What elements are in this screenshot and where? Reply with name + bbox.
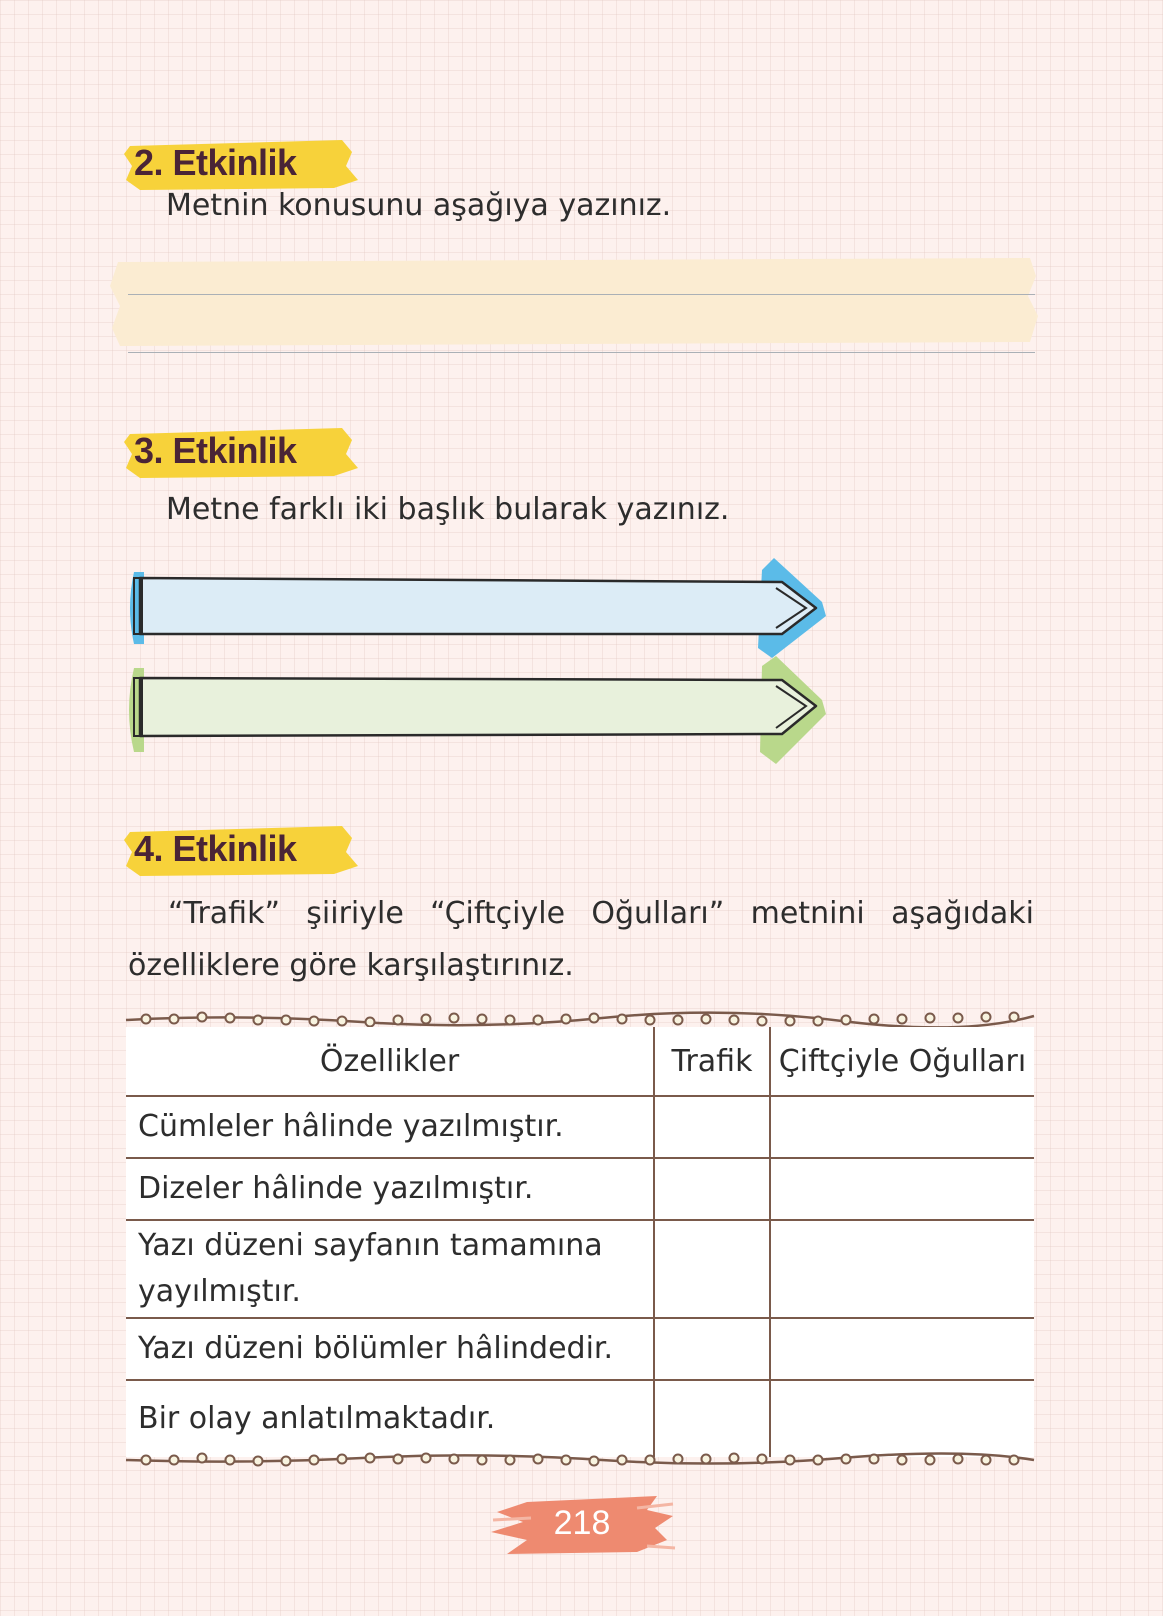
answer-cell-ciftciyle[interactable] — [770, 1380, 1034, 1457]
answer-cell-trafik[interactable] — [654, 1380, 770, 1457]
answer-cell-ciftciyle[interactable] — [770, 1096, 1034, 1158]
activity-4-instruction: “Trafik” şiiriyle “Çiftçiyle Oğulları” metnini aşağıdaki özelliklere göre karşılaştırınız. — [128, 896, 1034, 983]
answer-cell-ciftciyle[interactable] — [770, 1158, 1034, 1220]
table-row — [126, 1096, 1034, 1158]
activity-3-heading — [120, 420, 360, 486]
feature-cell: Bir olay anlatılmaktadır. — [138, 1401, 496, 1436]
table-row — [126, 1158, 1034, 1220]
comparison-table — [126, 1027, 1034, 1457]
answer-cell-trafik[interactable] — [654, 1318, 770, 1380]
activity-4-title: 4. Etkinlik — [134, 828, 297, 869]
table-header-row — [126, 1027, 1034, 1096]
title-arrow-green[interactable] — [122, 656, 842, 766]
header-trafik: Trafik — [654, 1027, 770, 1096]
activity-2-instruction: Metnin konusunu aşağıya yazınız. — [166, 188, 672, 223]
feature-cell: Dizeler hâlinde yazılmıştır. — [126, 1158, 654, 1220]
header-features: Özellikler — [126, 1027, 654, 1096]
title-arrow-blue[interactable] — [122, 558, 842, 658]
answer-line[interactable] — [128, 294, 1035, 295]
feature-cell: Yazı düzeni bölümler hâlindedir. — [126, 1318, 654, 1380]
feature-cell: Yazı düzeni sayfanın tamamına yayılmıştır. — [126, 1220, 654, 1318]
answer-band — [110, 256, 1040, 348]
answer-cell-trafik[interactable] — [654, 1220, 770, 1318]
activity-3-title: 3. Etkinlik — [134, 430, 297, 471]
answer-cell-trafik[interactable] — [654, 1158, 770, 1220]
table-row — [126, 1220, 1034, 1318]
bead-chain-bottom — [122, 1448, 1037, 1472]
activity-3-instruction: Metne farklı iki başlık bularak yazınız. — [166, 492, 730, 527]
answer-line[interactable] — [128, 352, 1035, 353]
page-number-badge — [487, 1490, 677, 1560]
answer-cell-trafik[interactable] — [654, 1096, 770, 1158]
answer-cell-ciftciyle[interactable] — [770, 1318, 1034, 1380]
activity-4-heading — [120, 818, 360, 884]
header-ciftciyle-ogullari: Çiftçiyle Oğulları — [770, 1027, 1034, 1096]
feature-cell: Cümleler hâlinde yazılmıştır. — [126, 1096, 654, 1158]
table-row — [126, 1380, 1034, 1457]
activity-2-title: 2. Etkinlik — [134, 142, 297, 183]
table-row — [126, 1318, 1034, 1380]
answer-cell-ciftciyle[interactable] — [770, 1220, 1034, 1318]
page-number: 218 — [553, 1504, 611, 1542]
